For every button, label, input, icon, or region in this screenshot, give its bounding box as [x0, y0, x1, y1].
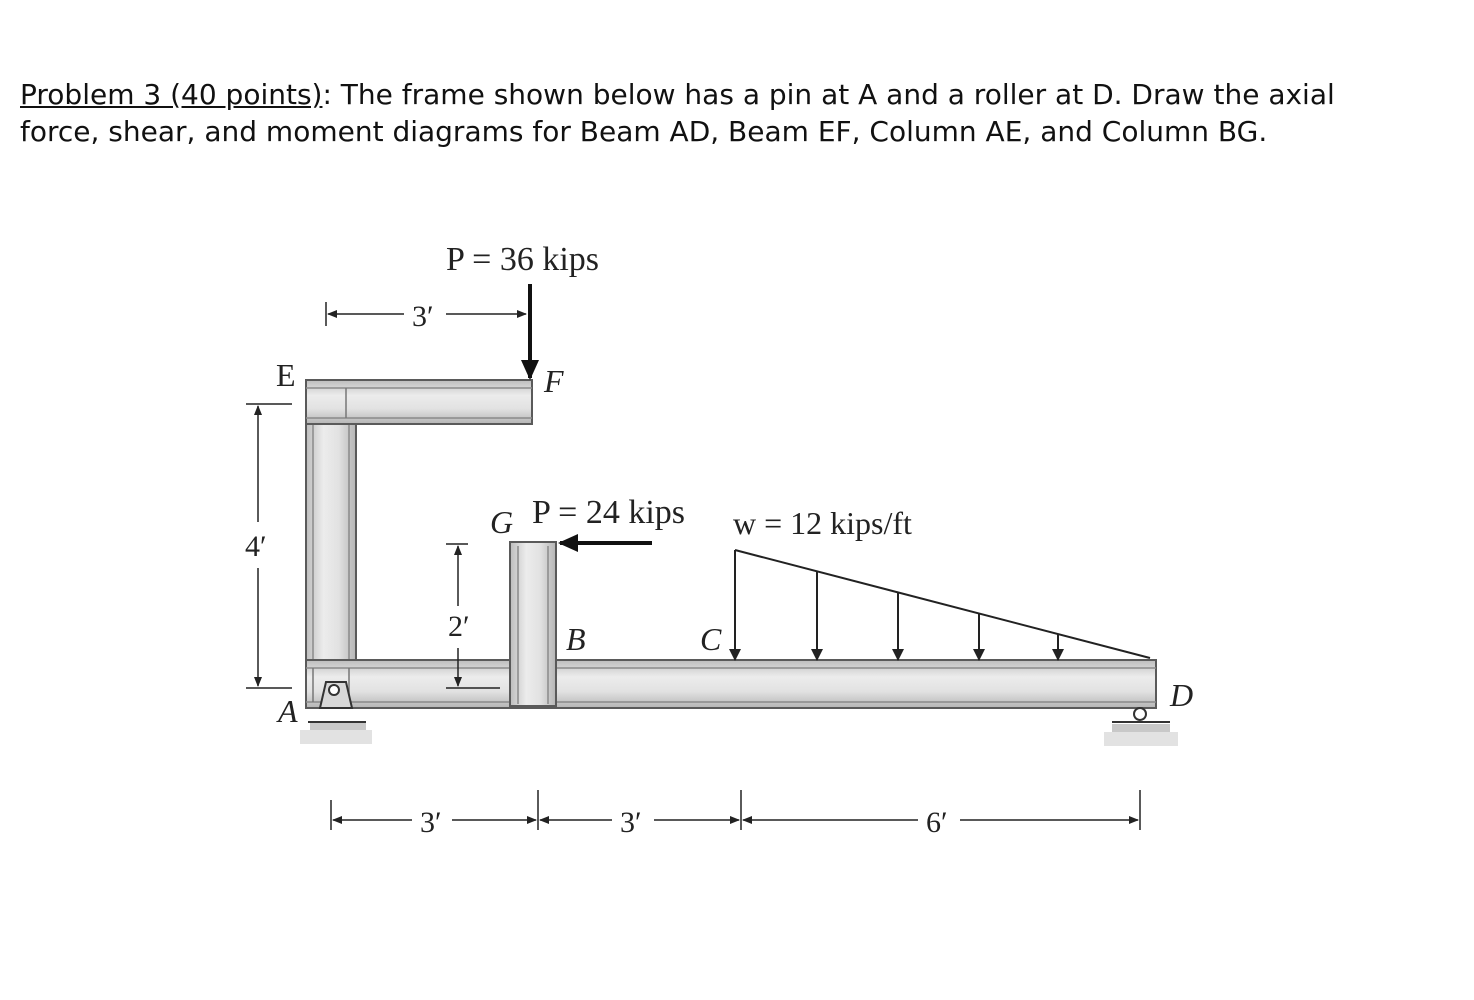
point-label-e: E	[276, 357, 296, 393]
problem-text-line2: force, shear, and moment diagrams for Beam AD, Beam EF, Column AE, and Column BG.	[20, 115, 1268, 148]
point-label-g: G	[490, 504, 514, 540]
distributed-load	[735, 550, 1150, 660]
load-label-w: w = 12 kips/ft	[733, 505, 912, 541]
dim-label-left-4ft: 4′	[245, 530, 267, 563]
point-label-c: C	[700, 621, 722, 657]
problem-heading: Problem 3 (40 points)	[20, 78, 323, 111]
load-label-p24: P = 24 kips	[532, 494, 685, 531]
column-bg	[510, 542, 556, 706]
column-ae	[306, 380, 356, 708]
roller-support-d	[1104, 708, 1178, 746]
point-label-b: B	[566, 621, 586, 657]
point-label-d: D	[1170, 677, 1194, 713]
dim-label-inner-2ft: 2′	[448, 610, 470, 643]
dim-label-bottom-1: 3′	[420, 806, 442, 839]
point-label-f: F	[544, 363, 564, 399]
problem-text-line1: : The frame shown below has a pin at A and a roller at D. Draw the axial	[322, 78, 1335, 111]
dim-label-bottom-2: 3′	[620, 806, 642, 839]
beam-ef	[306, 380, 532, 424]
beam-ad	[306, 660, 1156, 708]
point-label-a: A	[278, 693, 298, 729]
dim-bottom	[331, 790, 1140, 830]
load-label-p36: P = 36 kips	[446, 241, 599, 278]
dim-label-bottom-3: 6′	[926, 806, 948, 839]
dim-label-top-3ft: 3′	[412, 300, 434, 333]
